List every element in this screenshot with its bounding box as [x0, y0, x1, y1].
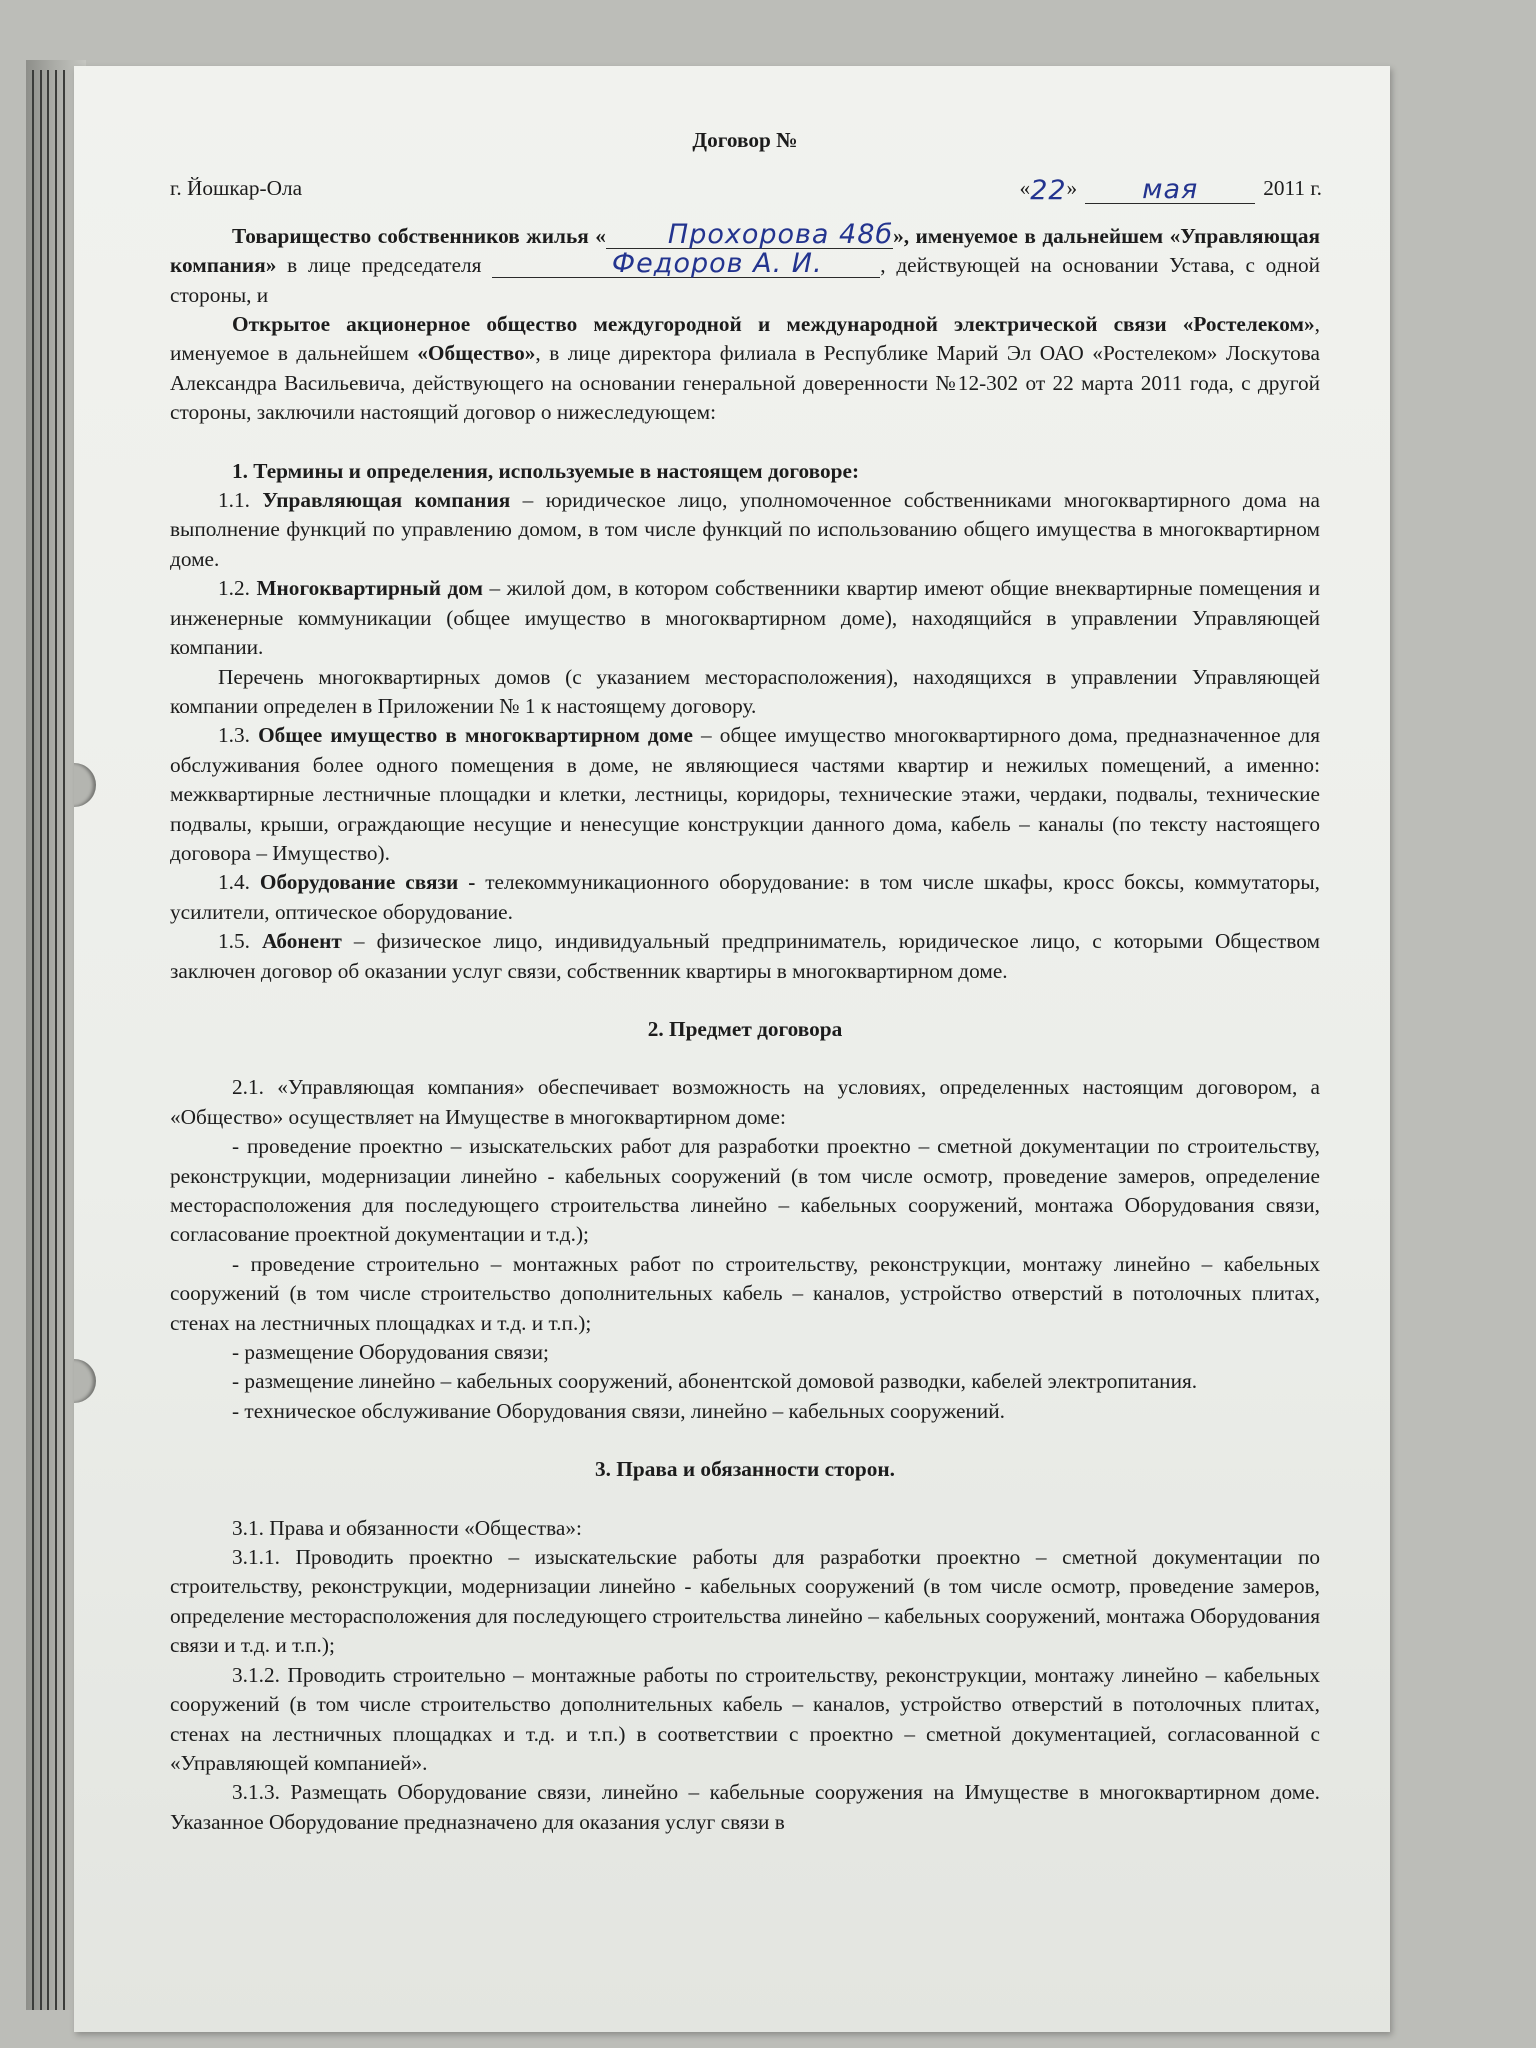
- document-page: [74, 66, 1390, 2032]
- party-2-paragraph: Открытое акционерное общество междугородной и международной электрической связи «Ростелеком», именуемое в дальнейшем «Общество», в лице директора филиала в Республике Марий Эл ОАО «Ростелеком» Лоскутова Александра Васильевича, действующего на основании генеральной доверенности №12-302 от 22 марта 2011 года, с другой стороны, заключили настоящий договор о нижеследующем:: [170, 312, 1320, 425]
- subject-item: - проведение строительно – монтажных работ по строительству, реконструкции, монтажу линейно – кабельных сооружений (в том числе строительство дополнительных кабель – каналов, устройство отверстий в потолочных плитах, стенах на лестничных площадках и т.д. и т.п.);: [170, 1251, 1320, 1335]
- date-year: 2011 г.: [1263, 176, 1322, 201]
- page-stack-edge: [55, 70, 57, 2010]
- chairman-name-handwritten: Федоров А. И.: [611, 248, 823, 280]
- city: г. Йошкар-Ола: [170, 176, 303, 201]
- date-day-handwritten: 22: [1030, 174, 1067, 206]
- clause-3-1-1: 3.1.1. Проводить проектно – изыскательские работы для разработки проектно – сметной документации по строительству, реконструкции, модернизации линейно - кабельных сооружений (в том числе осмотр, проведение замеров, определение месторасположения для последующего строительства линейно – кабельных сооружений, монтажа Оборудования связи и т.д. и т.п.);: [170, 1545, 1320, 1658]
- contract-date: « 22 » мая 2011 г.: [1019, 173, 1322, 206]
- section-3-title: 3. Права и обязанности сторон.: [595, 1457, 895, 1482]
- term-1-2: 1.2. Многоквартирный дом – жилой дом, в котором собственники квартир имеют общие внеквартирные помещения и инженерные коммуникации (общее имущество в многоквартирном доме), находящийся в управлении Управляющей компании.: [170, 576, 1320, 660]
- term-1-3: 1.3. Общее имущество в многоквартирном доме – общее имущество многоквартирного дома, предназначенное для обслуживания более одного помещения в доме, не являющиеся частями квартир и нежилых помещений, а именно: межквартирные лестничные площадки и клетки, лестницы, коридоры, технические этажи, чердаки, подвалы, технические подвалы, крыши, ограждающие несущие и ненесущие конструкции данного дома, кабель – каналы (по тексту настоящего договора – Имущество).: [170, 723, 1321, 865]
- section-1-title: 1. Термины и определения, используемые в настоящем договоре:: [232, 458, 860, 483]
- section-2-title: 2. Предмет договора: [647, 1016, 843, 1041]
- chairman-name-field: [492, 248, 880, 280]
- punch-hole: [74, 763, 96, 807]
- subject-item: - проведение проектно – изыскательских работ для разработки проектно – сметной документации по строительству, реконструкции, модернизации линейно - кабельных сооружений (в том числе осмотр, проведение замеров, определение месторасположения для последующего строительства линейно – кабельных сооружений, монтажа Оборудования связи, согласование проектной документации и т.д.);: [170, 1134, 1320, 1247]
- subject-item: - размещение Оборудования связи;: [232, 1340, 549, 1365]
- term-1-4: 1.4. Оборудование связи - телекоммуникационного оборудование: в том числе шкафы, кросс боксы, коммутаторы, усилители, оптическое оборудование.: [170, 870, 1320, 924]
- page-stack-edge: [47, 70, 49, 2010]
- clause-3-1: 3.1. Права и обязанности «Общества»:: [232, 1515, 582, 1540]
- contract-title: Договор №: [692, 128, 798, 152]
- page-stack-edge: [32, 70, 34, 2010]
- clause-3-1-3: 3.1.3. Размещать Оборудование связи, линейно – кабельные сооружения на Имуществе в многоквартирном доме. Указанное Оборудование предназначено для оказания услуг связи в: [170, 1780, 1320, 1834]
- page-stack-edge: [40, 70, 42, 2010]
- term-1-1: 1.1. Управляющая компания – юридическое лицо, уполномоченное собственниками многоквартирного дома на выполнение функций по управлению домом, в том числе функций по использованию общего имущества в многоквартирном доме.: [170, 488, 1320, 571]
- clause-2-1: 2.1. «Управляющая компания» обеспечивает возможность на условиях, определенных настоящим договором, а «Общество» осуществляет на Имуществе в многоквартирном доме:: [170, 1075, 1320, 1129]
- party-1-paragraph: Товарищество собственников жилья « Прохорова 48б», именуемое в дальнейшем «Управляющая компания» в лице председателя Федоров А. И. , действующей на основании Устава, с одной стороны, и: [170, 218, 1320, 307]
- hoa-name-field: [606, 218, 894, 250]
- date-month-handwritten: мая: [1142, 173, 1199, 205]
- term-1-5: 1.5. Абонент – физическое лицо, индивидуальный предприниматель, юридическое лицо, с которыми Обществом заключен договор об оказании услуг связи, собственник квартиры в многоквартирном доме.: [170, 929, 1320, 983]
- subject-item: - техническое обслуживание Оборудования связи, линейно – кабельных сооружений.: [232, 1398, 1005, 1423]
- punch-hole: [74, 1359, 96, 1403]
- hoa-name-handwritten: Прохорова 48б: [667, 218, 894, 250]
- page-stack-edge: [63, 70, 65, 2010]
- subject-item: - размещение линейно – кабельных сооружений, абонентской домовой разводки, кабелей электропитания.: [232, 1369, 1198, 1394]
- document-body: [170, 126, 1320, 1837]
- place-date-line: [170, 173, 1322, 206]
- clause-3-1-2: 3.1.2. Проводить строительно – монтажные работы по строительству, реконструкции, монтажу линейно – кабельных сооружений (в том числе строительство дополнительных кабель – каналов, устройство отверстий в потолочных плитах, стенах на лестничных площадках и т.д. и т.п.) в соответствии с проектно – сметной документацией, согласованной с «Управляющей компанией».: [170, 1662, 1320, 1775]
- term-1-2-list: Перечень многоквартирных домов (с указанием месторасположения), находящихся в управлении Управляющей компании определен в Приложении № 1 к настоящему договору.: [170, 664, 1320, 718]
